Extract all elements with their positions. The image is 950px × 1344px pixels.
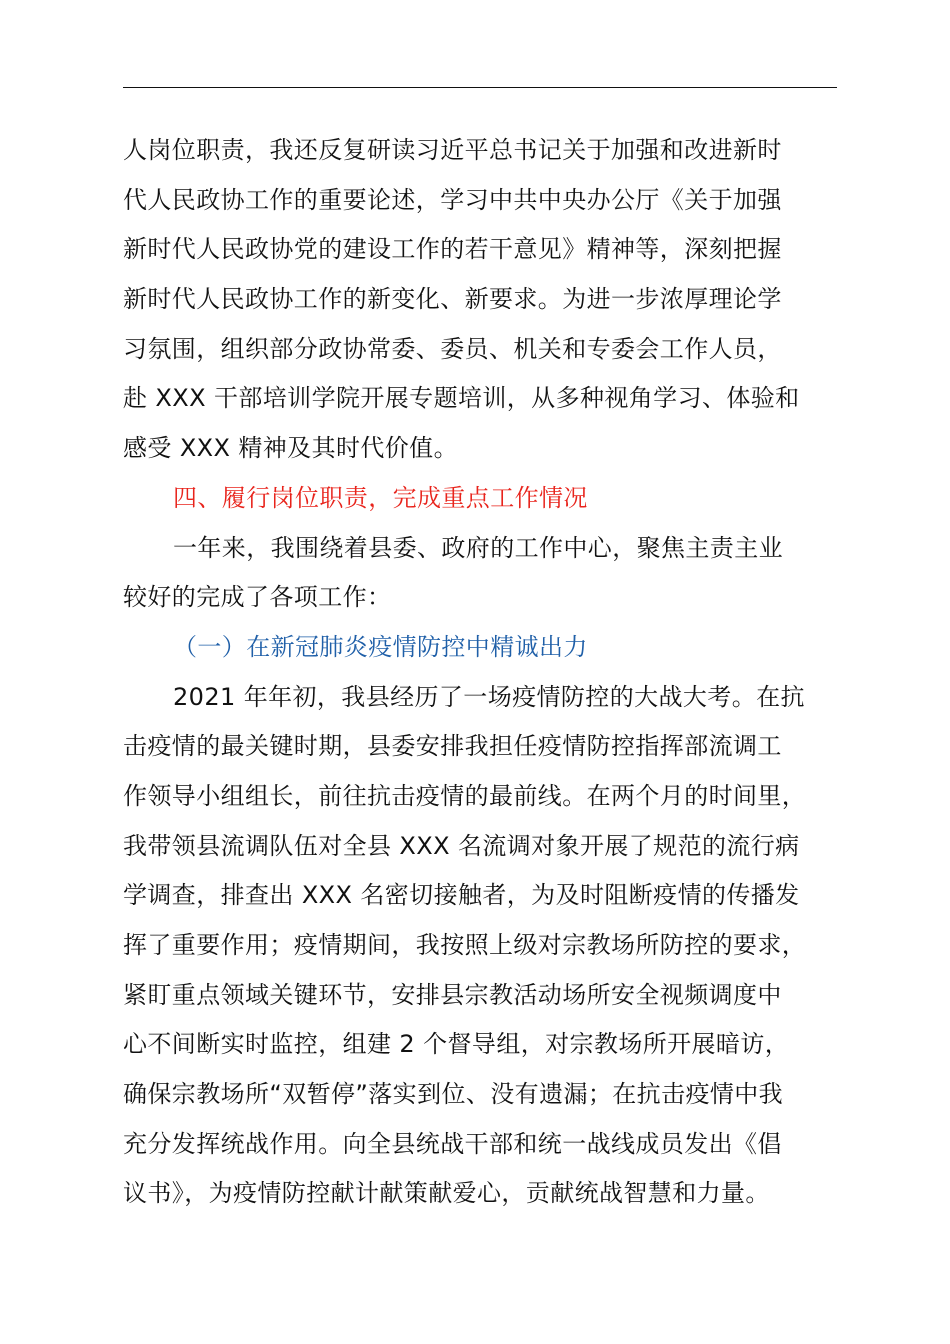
body-line: 确保宗教场所“双暂停”落实到位、没有遗漏；在抗击疫情中我 — [123, 1080, 784, 1109]
body-line: 赴 XXX 干部培训学院开展专题培训，从多种视角学习、体验和 — [123, 384, 800, 413]
body-line: 人岗位职责，我还反复研读习近平总书记关于加强和改进新时 — [123, 136, 782, 164]
body-line: 紧盯重点领域关键环节，安排县宗教活动场所安全视频调度中 — [123, 980, 782, 1009]
body-line: 我带领县流调队伍对全县 XXX 名流调对象开展了规范的流行病 — [123, 831, 800, 860]
body-line: 议书》，为疫情防控献计献策献爱心，贡献统战智慧和力量。 — [123, 1179, 770, 1208]
body-line: 一年来，我围绕着县委、政府的工作中心，聚焦主责主业 — [173, 533, 783, 562]
body-line: 习氛围，组织部分政协常委、委员、机关和专委会工作人员， — [123, 334, 782, 363]
body-line: 2021 年年初，我县经历了一场疫情防控的大战大考。在抗 — [173, 682, 805, 711]
body-line: 代人民政协工作的重要论述，学习中共中央办公厅《关于加强 — [123, 185, 782, 214]
body-line: 击疫情的最关键时期，县委安排我担任疫情防控指挥部流调工 — [123, 732, 782, 761]
body-line: 较好的完成了各项工作： — [123, 583, 392, 612]
body-line: 心不间断实时监控，组建 2 个督导组，对宗教场所开展暗访， — [123, 1030, 790, 1059]
body-line: 充分发挥统战作用。向全县统战干部和统一战线成员发出《倡 — [123, 1129, 782, 1158]
document-body — [123, 126, 863, 1219]
body-line: 感受 XXX 精神及其时代价值。 — [123, 434, 458, 463]
section-heading: 四、履行岗位职责，完成重点工作情况 — [173, 483, 588, 512]
header-rule — [123, 87, 837, 88]
body-line: 学调查，排查出 XXX 名密切接触者，为及时阻断疫情的传播发 — [123, 881, 800, 910]
subsection-heading: （一）在新冠肺炎疫情防控中精诚出力 — [173, 632, 588, 661]
body-line: 新时代人民政协党的建设工作的若干意见》精神等，深刻把握 — [123, 235, 782, 264]
body-line: 新时代人民政协工作的新变化、新要求。为进一步浓厚理论学 — [123, 285, 782, 314]
body-line: 挥了重要作用；疫情期间，我按照上级对宗教场所防控的要求， — [123, 931, 807, 959]
body-line: 作领导小组组长，前往抗击疫情的最前线。在两个月的时间里， — [123, 781, 807, 810]
